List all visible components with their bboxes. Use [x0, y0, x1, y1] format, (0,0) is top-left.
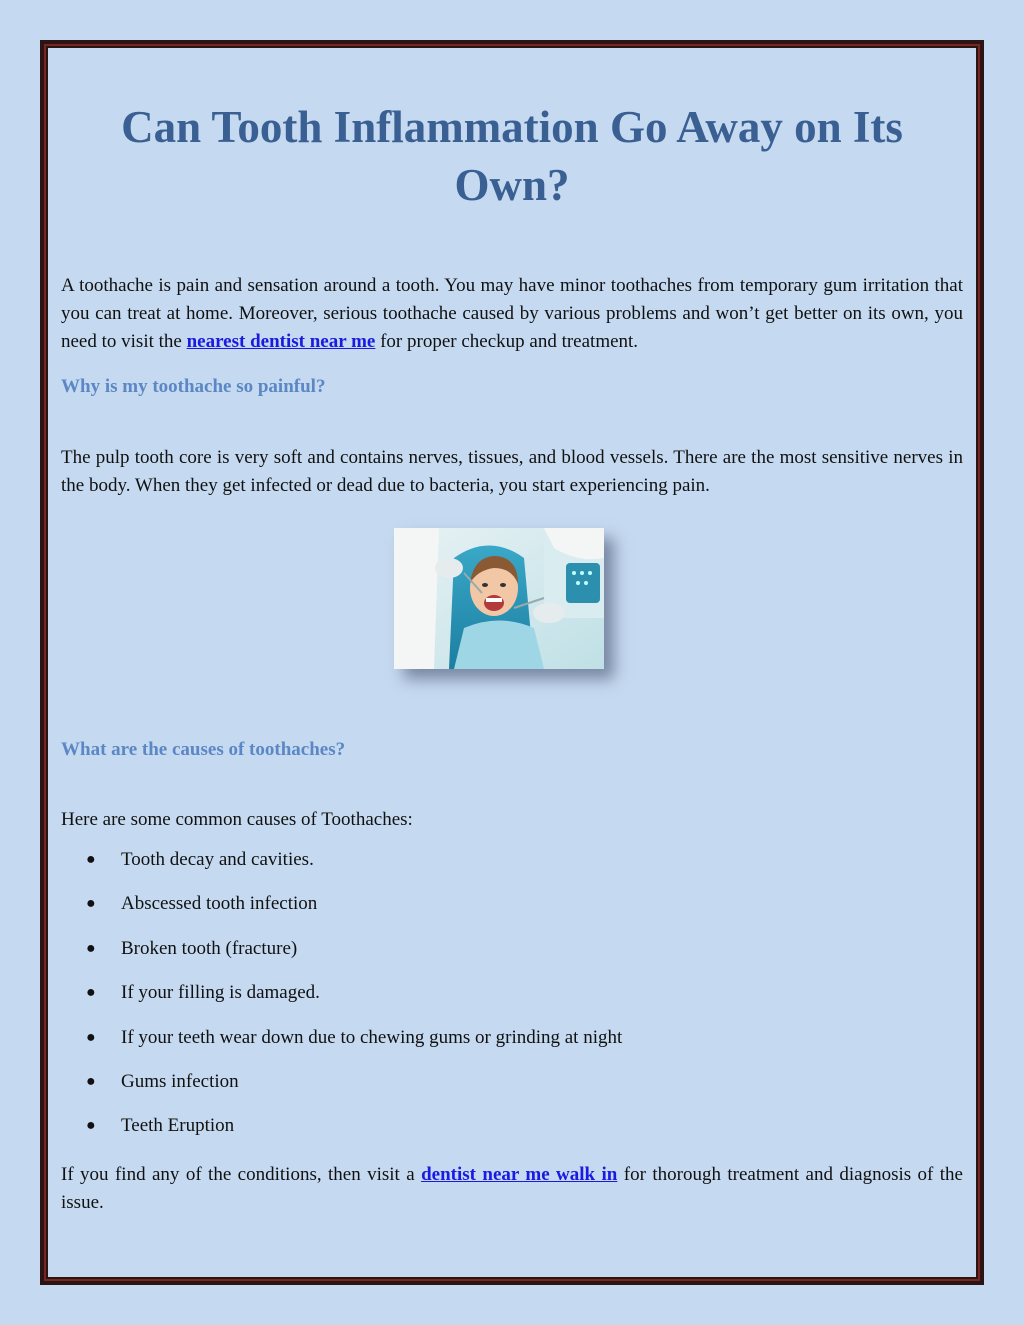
list-item-text: Tooth decay and cavities.: [121, 849, 314, 870]
page-title: Can Tooth Inflammation Go Away on Its Own?: [121, 102, 903, 210]
intro-text-before: A toothache is pain and sensation around a tooth. You may have minor toothaches from temporary gum irritation that you can treat at home. Moreover, serious toothache caused by various problems and won’t get better on its own, you need to visit the: [61, 275, 963, 352]
bullet-icon: ●: [86, 984, 96, 1002]
bullet-icon: ●: [86, 895, 96, 913]
bullet-icon: ●: [86, 1028, 96, 1046]
dentist-child-photo: [394, 528, 604, 669]
list-item: [86, 1112, 622, 1156]
document-page: [48, 48, 976, 1277]
closing-paragraph: [61, 1161, 963, 1217]
page-border-red-line: [44, 44, 980, 1281]
list-item-text: If your filling is damaged.: [121, 982, 320, 1004]
section-heading-causes: What are the causes of toothaches?: [61, 739, 346, 760]
closing-text-after: for thorough treatment and diagnosis of the issue.: [61, 1164, 963, 1213]
causes-intro: Here are some common causes of Toothaches:: [61, 809, 413, 830]
list-item: [86, 1068, 622, 1112]
pulp-paragraph: The pulp tooth core is very soft and contains nerves, tissues, and blood vessels. There are the most sensitive nerves in the body. When they get infected or dead due to bacteria, you start experiencing pain.: [61, 447, 963, 496]
list-item-text: Broken tooth (fracture): [121, 937, 298, 959]
bullet-icon: ●: [86, 1117, 96, 1135]
page-border: [40, 40, 984, 1285]
closing-text-before: If you find any of the conditions, then visit a: [61, 1164, 422, 1185]
list-item-text: Teeth Eruption: [121, 1115, 235, 1137]
dentist-walk-in-link[interactable]: dentist near me walk in: [421, 1164, 618, 1185]
nearest-dentist-link[interactable]: nearest dentist near me: [186, 331, 376, 352]
bullet-icon: ●: [86, 851, 96, 868]
list-item-text: Abscessed tooth infection: [121, 893, 318, 915]
list-item: [86, 979, 622, 1023]
causes-list: [86, 846, 622, 1157]
dentist-child-photo-icon: [394, 528, 604, 669]
list-item-text: If your teeth wear down due to chewing gums or grinding at night: [121, 1026, 623, 1048]
list-item: [86, 890, 622, 934]
bullet-icon: ●: [86, 1072, 96, 1090]
list-item: [86, 846, 622, 890]
list-item: [86, 1024, 622, 1068]
intro-paragraph: [61, 272, 963, 356]
page-border-inner-line: [46, 46, 978, 1279]
intro-text-after: for proper checkup and treatment.: [375, 331, 639, 352]
section-heading-why-painful: Why is my toothache so painful?: [61, 376, 326, 397]
bullet-icon: ●: [86, 939, 96, 957]
list-item-text: Gums infection: [121, 1070, 239, 1092]
list-item: [86, 935, 622, 979]
